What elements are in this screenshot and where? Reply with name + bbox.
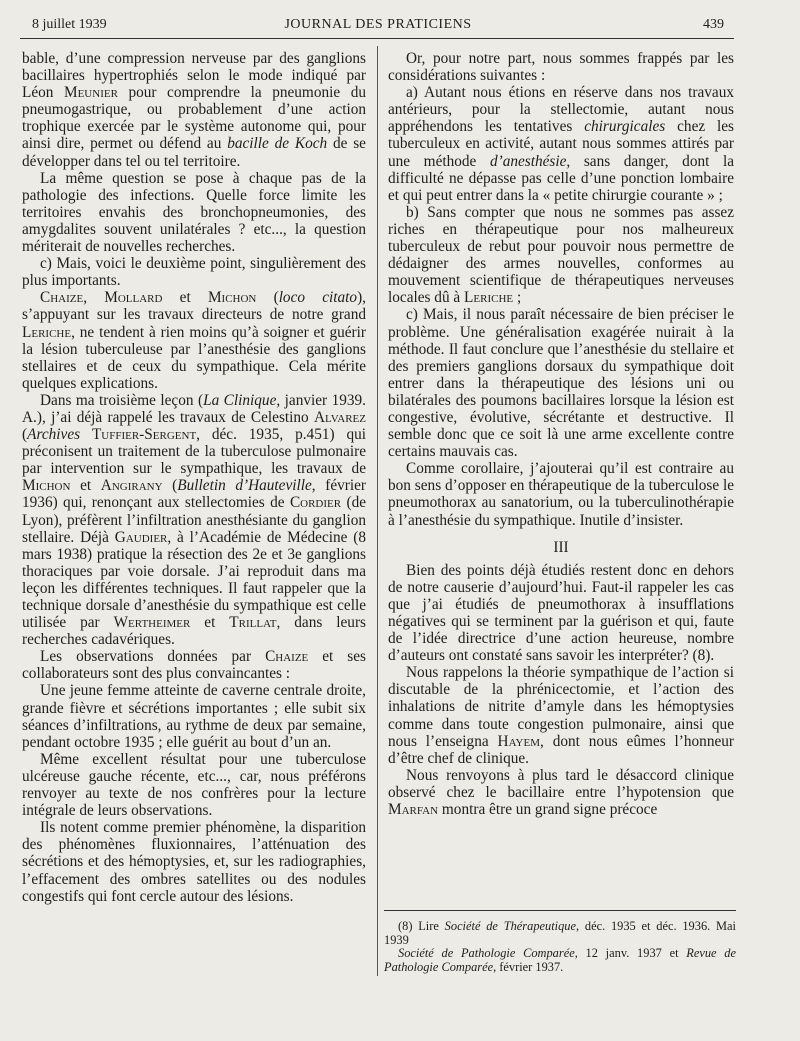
- paragraph: c) Mais, voici le deuxième point, singulièrement des plus importants.: [22, 255, 366, 290]
- paragraph: Les observations données par Chaize et ses collaborateurs sont des plus convaincantes :: [22, 648, 366, 683]
- header-date: 8 juillet 1939: [32, 17, 107, 32]
- paragraph: b) Sans compter que nous ne sommes pas assez riches en thérapeutique pour nos malheureux tuberculeux de rebut pour pouvoir nous permettre de dédaigner des armes nouvelles, conformes au mouvement scientifique de thérapeutiques nerveuses locales dû à Leriche ;: [388, 203, 734, 307]
- author-name: Wertheimer: [113, 614, 191, 632]
- paragraph: La même question se pose à chaque pas de la pathologie des infections. Quelle force limite les territoires envahis des bronchopneumonies, des amygdalites souvent unilatérales ? etc..., la question mériterait de nouvelles recherches.: [22, 169, 366, 256]
- footnotes: [384, 920, 736, 974]
- author-name: Chaize: [265, 648, 309, 666]
- author-name: Angirany: [100, 477, 163, 495]
- author-name: Hayem: [497, 732, 540, 750]
- author-name: Chaize: [40, 289, 84, 307]
- paragraph: c) Mais, il nous paraît nécessaire de bien préciser le problème. Une généralisation exagérée nuirait à la méthode. Il faut conclure que l’anesthésie du stellaire et des premiers ganglions dorsaux du sympathique doit entrer dans la thérapeutique des lésions uni ou bilatérales des poumons bacillaires lorsque la lésion est congestive, évolutive, sécrétante et destructive. Il semble donc que ce soit là une arme excellente contre certains mauvais cas.: [388, 306, 734, 461]
- paragraph: Chaize, Mollard et Michon (loco citato), s’appuyant sur les travaux directeurs de notre grand Leriche, ne tendent à rien moins qu’à soigner et guérir la lésion tuberculeuse par l’anesthésie des ganglions stellaires et de ceux du sympathique. Cela mérite quelques explications.: [22, 289, 366, 392]
- emphasis: chirurgicales: [584, 118, 666, 136]
- paragraph: Comme corollaire, j’ajouterai qu’il est contraire au bon sens d’opposer en thérapeutique de la tuberculose le pneumothorax au sanatorium, ou la tuberculinothérapie à l’anesthésie du sympathique. Inutile d’insister.: [388, 460, 734, 529]
- footnote: Société de Pathologie Comparée, 12 janv. 1937 et Revue de Pathologie Comparée, février 1937.: [384, 946, 736, 974]
- paragraph: bable, d’une compression nerveuse par des ganglions bacillaires hypertrophiés selon le mode indiqué par Léon Meunier pour comprendre la pneumonie du pneumogastrique, ou probablement d’une action trophique exercée par le système autonome qui, pour ainsi dire, permet ou défend au bacille de Koch de se développer dans tel ou tel territoire.: [22, 50, 367, 170]
- header-rule: [20, 38, 734, 39]
- paragraph: Nous renvoyons à plus tard le désaccord clinique observé chez le bacillaire entre l’hypotension que Marfan montra être un grand signe précoce: [388, 766, 734, 819]
- author-name: Marfan: [388, 801, 439, 819]
- author-name: Leriche: [22, 323, 72, 341]
- right-column: [388, 50, 734, 818]
- paragraph: Bien des points déjà étudiés restent donc en dehors de notre causerie d’aujourd’hui. Faut-il rappeler les cas que j’ai étudiés de pneumothorax à insufflations négatives qui se terminent par la guérison et qui, faute de l’idée directrice d’une action heureuse, nombre d’auteurs ont constaté sans savoir les interpréter? (8).: [388, 561, 734, 665]
- page-number: 439: [703, 17, 724, 32]
- paragraph: Dans ma troisième leçon (La Clinique, janvier 1939. A.), j’ai déjà rappelé les travaux de Celestino Alvarez (Archives Tuffier-Sergent, déc. 1935, p.451) qui préconisent un traitement de la tuberculose pulmonaire par intervention sur le sympathique, les travaux de Michon et Angirany (Bulletin d’Hauteville, février 1936) qui, renonçant aux stellectomies de Cordier (de Lyon), préfèrent l’infiltration anesthésiante du ganglion stellaire. Déjà Gaudier, à l’Académie de Médecine (8 mars 1938) pratique la résection des 2e et 3e ganglions thoraciques par voie dorsale. J’ai reproduit dans ma leçon les différentes techniques. Il faut rappeler que la technique dorsale d’anesthésie du sympathique est celle utilisée par Wertheimer et Trillat, dans leurs recherches cadavériques.: [22, 391, 367, 649]
- author-name: Tuffier-Sergent: [91, 426, 197, 444]
- author-name: Michon: [207, 289, 257, 307]
- author-name: Michon: [22, 477, 71, 495]
- author-name: Cordier: [289, 494, 342, 512]
- author-name: Meunier: [63, 84, 118, 102]
- emphasis: La Clinique: [203, 391, 277, 409]
- emphasis: Revue de Pathologie Comparée: [384, 946, 736, 974]
- author-name: Leriche: [464, 289, 514, 307]
- footnote: (8) Lire Société de Thérapeutique, déc. 1935 et déc. 1936. Mai 1939: [384, 919, 736, 947]
- journal-title: JOURNAL DES PRATICIENS: [284, 17, 472, 32]
- left-column: [22, 50, 366, 905]
- emphasis: bacille de Koch: [227, 135, 328, 153]
- paragraph: Une jeune femme atteinte de caverne centrale droite, grande fièvre et sécrétions importantes ; elle subit six séances d’infiltrations, au rythme de deux par semaine, pendant octobre 1935 ; elle guérit au bout d’un an.: [22, 682, 366, 751]
- emphasis: loco citato: [278, 289, 358, 307]
- author-name: Gaudier: [114, 528, 168, 546]
- column-divider: [377, 46, 378, 976]
- paragraph: Or, pour notre part, nous sommes frappés par les considérations suivantes :: [388, 50, 734, 85]
- emphasis: Archives: [27, 426, 81, 444]
- running-header: [32, 14, 724, 40]
- section-heading: III: [553, 538, 569, 556]
- emphasis: Société de Pathologie Comparée: [398, 946, 575, 960]
- paragraph: Même excellent résultat pour une tuberculose ulcéreuse gauche récente, etc..., car, nous préférons renvoyer au texte de nos confrères pour la lecture intégrale de leurs observations.: [22, 750, 366, 820]
- author-name: Mollard: [104, 289, 163, 307]
- author-name: Trillat: [229, 614, 277, 632]
- paragraph: a) Autant nous étions en réserve dans nos travaux antérieurs, pour la stellectomie, autant nous appréhendons les tentatives chirurgicales chez les tuberculeux en activité, autant nous sommes attirés par une méthode d’anesthésie, sans danger, dont la difficulté ne dépasse pas celle d’une ponction lombaire et qui peut entrer dans la « petite chirurgie courante » ;: [388, 84, 735, 204]
- paragraph: Nous rappelons la théorie sympathique de l’action si discutable de la phrénicectomie, et l’action des inhalations de nitrite d’amyle dans les hémoptysies comme dans toute congestion pulmonaire, ainsi que nous l’enseigna Hayem, dont nous eûmes l’honneur d’être chef de clinique.: [388, 664, 734, 767]
- emphasis: Société de Thérapeutique: [444, 919, 576, 933]
- author-name: Alvarez: [313, 408, 366, 426]
- emphasis: Bulletin d’Hauteville: [177, 477, 312, 495]
- paragraph: Ils notent comme premier phénomène, la disparition des phénomènes fluxionnaires, l’atténuation des sécrétions et des hémoptysies, et, sur les radiographies, l’effacement des ombres satellites ou des nodules congestifs qui font cercle autour des lésions.: [22, 819, 366, 905]
- emphasis: d’anesthésie: [489, 152, 567, 170]
- footnote-rule: [384, 910, 736, 911]
